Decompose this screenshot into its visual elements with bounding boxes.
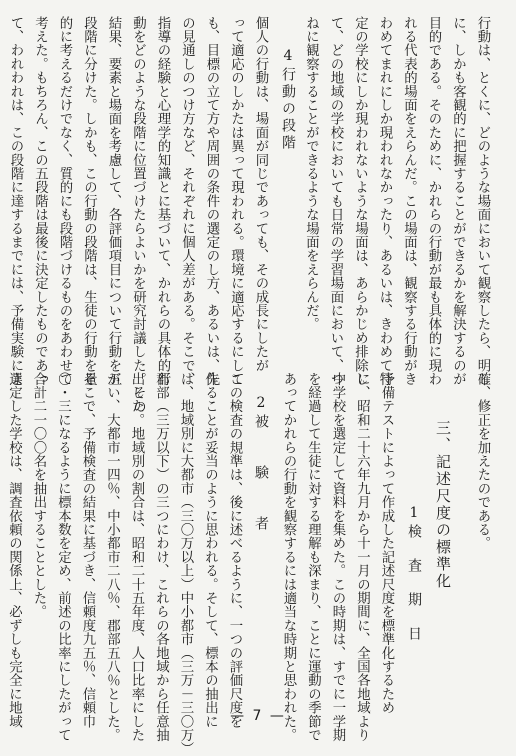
text-line xyxy=(0,16,3,341)
section-heading-2: 2被 験 者 xyxy=(253,395,269,533)
text-line: は、地域別に大都市（三〇万以上）中小都市（三万－三〇万） xyxy=(178,372,193,756)
text-line: を経過して生徒に対する理解も深まり、ことに運動の季節で xyxy=(305,372,321,742)
text-line: 結果、要素と場面を考慮して、各評価項目について行動を五 xyxy=(106,16,121,386)
text-line: 〇・三になるように標本数を定め、前述の比率にしたがって xyxy=(55,372,71,742)
paragraph-bottom-mid xyxy=(276,372,399,742)
text-line: わめてまれにしか現われなかったり、あるいは、きわめて特 xyxy=(377,16,392,386)
text-line: の見通しのつけ方など、それぞれに個人差がある。そこで、 xyxy=(179,16,195,386)
text-line: ねに観察することができるような場面をえらんだ。 xyxy=(303,16,319,332)
text-line: がい、大都市一四％、中小都市二八％、郡部五八％とした。 xyxy=(104,372,120,742)
text-line: 合計二一〇〇名を抽出することとした。 xyxy=(31,372,46,619)
text-line: 予備テストによって作成した記述尺度を標準化するため xyxy=(379,372,394,715)
section-heading-1: 1検 査 期 日 xyxy=(406,505,422,643)
text-line: 定の学校にしか現われないような場面は、あらかじめ排除し xyxy=(352,16,368,386)
text-line: し、修正を加えたのである。 xyxy=(475,372,490,551)
text-line: 個人の行動は、場面が同じであっても、その成長にしたが xyxy=(253,16,268,373)
chapter-heading: 三、記述尺度の標準化 xyxy=(434,420,452,590)
text-line: あってかれらの行動を観察するには適当な時期と思われた。 xyxy=(281,372,296,742)
text-line: って適応のしかたは異って現われる。環境に適応するにして xyxy=(228,16,244,386)
text-line: 考えた。もちろん、この五段階は最後に決定したものであっ xyxy=(32,16,48,386)
text-line: この検査の規準は、後に述べるように、一つの評価尺度を xyxy=(227,372,242,729)
paragraph-bottom-left xyxy=(1,372,246,756)
text-line: そこで、予備検査の結果に基づき、信頼度九五％、信頼巾 xyxy=(80,372,95,729)
text-line: 指導の経験と心理学的知識とに基づいて、かれらの具体的行 xyxy=(155,16,170,386)
paragraph-top-left xyxy=(0,16,272,414)
section-heading-4: 4行動の段階 xyxy=(280,48,296,152)
paragraph-top-right xyxy=(298,16,494,386)
text-line: 動をどのような段階に位置づけたらよいかを研究討議した。その xyxy=(130,16,146,414)
text-line: 郡部（三万以下）の三つにわけ、これらの各地域から任意抽 xyxy=(153,372,169,742)
text-line: 選定した学校は、調査依頼の関係上、必ずしも完全に地域 xyxy=(6,372,22,729)
text-line: 出した。地域別の割合は、昭和二十五年度、人口比率にした xyxy=(129,372,144,742)
text-line: 行動は、とくに、どのような場面において観察したら、明確 xyxy=(475,16,490,386)
text-line: 段階に分けた。しかも、この行動の段階は、生徒の行動を量 xyxy=(81,16,97,386)
text-line: て、われわれは、この段階に達するまでには、予備実験によ xyxy=(8,16,23,386)
text-line: 作ることが妥当のように思われる。そして、標本の抽出に xyxy=(202,372,218,729)
text-line: も、目標の立て方や周囲の条件の選定のし方、あるいは、先 xyxy=(204,16,219,386)
text-line: れる代表的場面をえらんだ。この場面は、観察する行動がき xyxy=(401,16,417,386)
text-line: 目的である。そのために、かれらの行動が最も具体的に現わ xyxy=(426,16,441,386)
text-line: 的に考えるだけでなく、質的にも段階づけるものをあわせて xyxy=(57,16,72,386)
text-line: に、昭和二十六年九月から十一月の期間に、全国各地域より xyxy=(354,372,370,742)
page-number: — 7 — xyxy=(230,708,286,724)
text-line: に、しかも客観的に把握することができるかを解決するのが xyxy=(450,16,466,386)
text-line: て、どの地域の学校においても日常の学習場面において、つ xyxy=(328,16,343,386)
text-line: 中学校を選定して資料を集めた。この時期は、すでに一学期 xyxy=(330,372,345,742)
paragraph-bottom-right xyxy=(470,372,495,697)
